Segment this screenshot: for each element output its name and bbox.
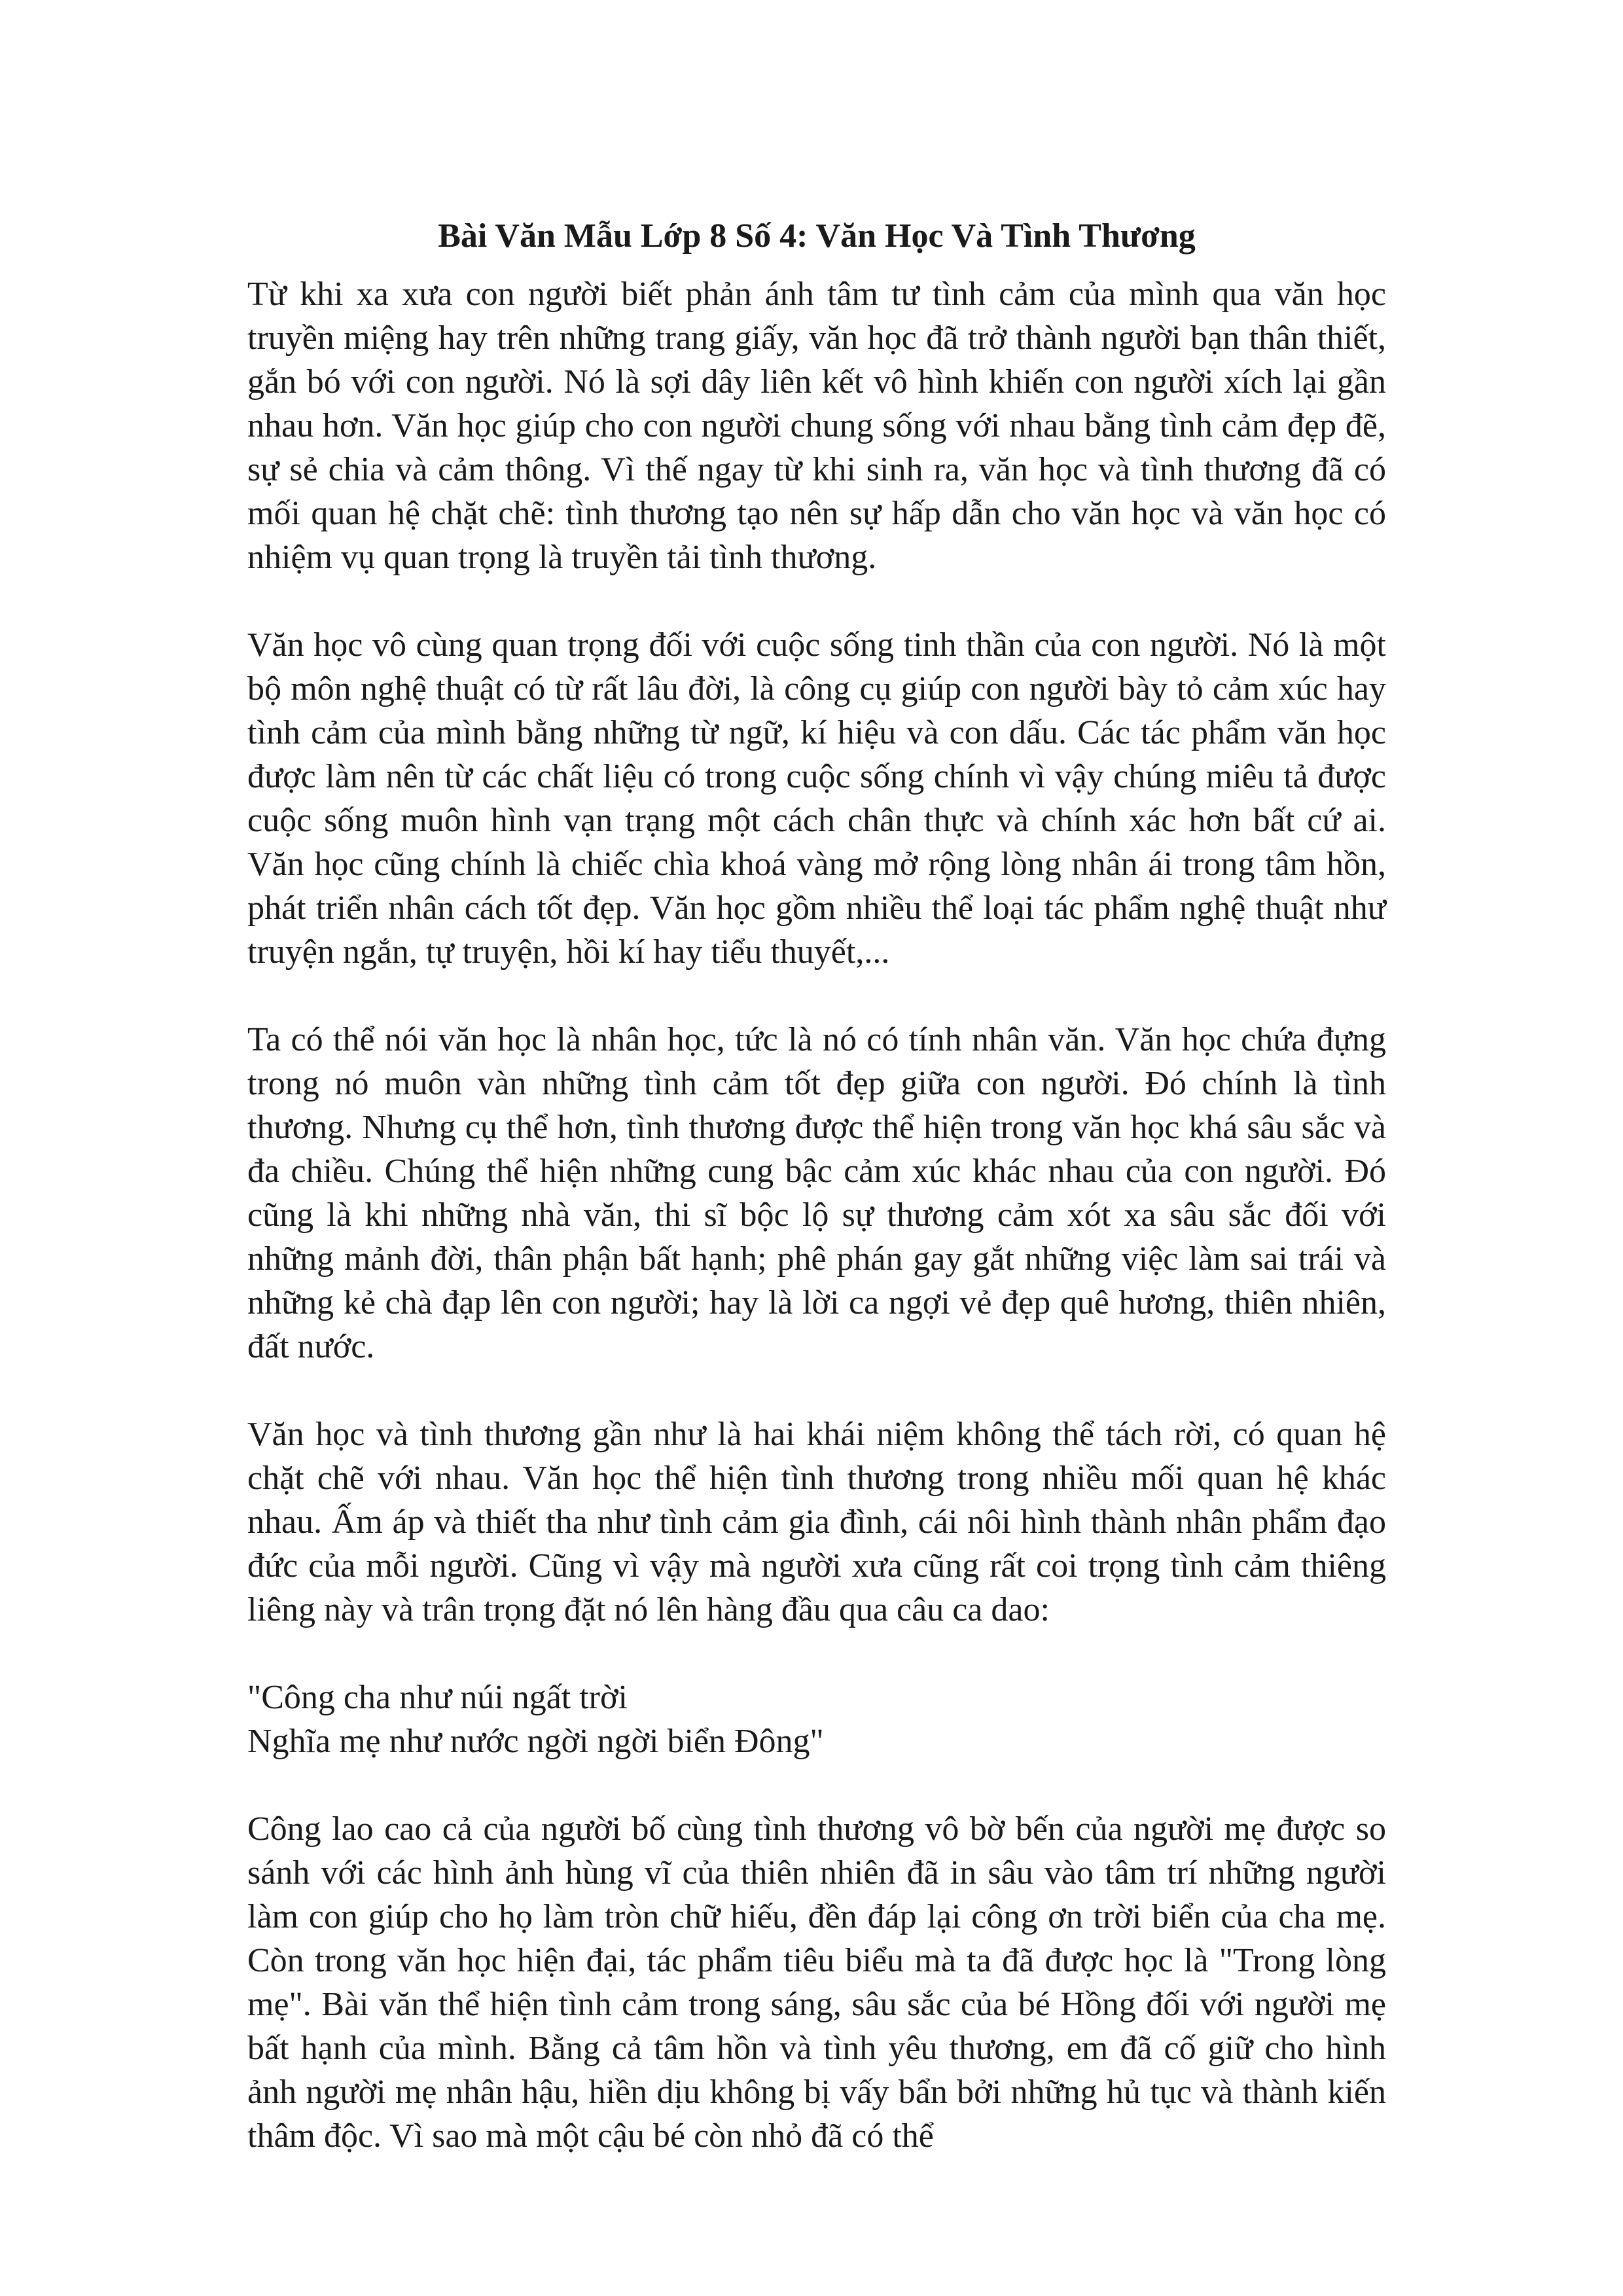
paragraph-2: Văn học vô cùng quan trọng đối với cuộc sống tinh thần của con người. Nó là một bộ môn nghệ thuật có từ rất lâu đời, là công cụ giúp con người bày tỏ cảm xúc hay tình cảm của mình bằng những từ ngữ, kí hiệu và con dấu. Các tác phẩm văn học được làm nên từ các chất liệu có trong cuộc sống chính vì vậy chúng miêu tả được cuộc sống muôn hình vạn trạng một cách chân thực và chính xác hơn bất cứ ai. Văn học cũng chính là chiếc chìa khoá vàng mở rộng lòng nhân ái trong tâm hồn, phát triển nhân cách tốt đẹp. Văn học gồm nhiều thể loại tác phẩm nghệ thuật như truyện ngắn, tự truyện, hồi kí hay tiểu thuyết,...: [247, 626, 1386, 971]
paragraph-1: Từ khi xa xưa con người biết phản ánh tâm tư tình cảm của mình qua văn học truyền miệng hay trên những trang giấy, văn học đã trở thành người bạn thân thiết, gắn bó với con người. Nó là sợi dây liên kết vô hình khiến con người xích lại gần nhau hơn. Văn học giúp cho con người chung sống với nhau bằng tình cảm đẹp đẽ, sự sẻ chia và cảm thông. Vì thế ngay từ khi sinh ra, văn học và tình thương đã có mối quan hệ chặt chẽ: tình thương tạo nên sự hấp dẫn cho văn học và văn học có nhiệm vụ quan trọng là truyền tải tình thương.: [247, 276, 1386, 576]
document-title: Bài Văn Mẫu Lớp 8 Số 4: Văn Học Và Tình Thương: [438, 217, 1196, 255]
document-page: [247, 216, 1386, 2158]
paragraph-4: Văn học và tình thương gần như là hai khái niệm không thể tách rời, có quan hệ chặt chẽ với nhau. Văn học thể hiện tình thương trong nhiều mối quan hệ khác nhau. Ấm áp và thiết tha như tình cảm gia đình, cái nôi hình thành nhân phẩm đạo đức của mỗi người. Cũng vì vậy mà người xưa cũng rất coi trọng tình cảm thiêng liêng này và trân trọng đặt nó lên hàng đầu qua câu ca dao:: [247, 1416, 1386, 1628]
folk-verse: [247, 1676, 1386, 1763]
verse-line-2: Nghĩa mẹ như nước ngời ngời biển Đông": [247, 1723, 824, 1760]
verse-line-1: "Công cha như núi ngất trời: [247, 1679, 628, 1716]
paragraph-5: Công lao cao cả của người bố cùng tình thương vô bờ bến của người mẹ được so sánh với các hình ảnh hùng vĩ của thiên nhiên đã in sâu vào tâm trí những người làm con giúp cho họ làm tròn chữ hiếu, đền đáp lại công ơn trời biển của cha mẹ. Còn trong văn học hiện đại, tác phẩm tiêu biểu mà ta đã được học là "Trong lòng mẹ". Bài văn thể hiện tình cảm trong sáng, sâu sắc của bé Hồng đối với người mẹ bất hạnh của mình. Bằng cả tâm hồn và tình yêu thương, em đã cố giữ cho hình ảnh người mẹ nhân hậu, hiền dịu không bị vấy bẩn bởi những hủ tục và thành kiến thâm độc. Vì sao mà một cậu bé còn nhỏ đã có thể: [247, 1810, 1386, 2155]
paragraph-3: Ta có thể nói văn học là nhân học, tức là nó có tính nhân văn. Văn học chứa đựng trong nó muôn vàn những tình cảm tốt đẹp giữa con người. Đó chính là tình thương. Nhưng cụ thể hơn, tình thương được thể hiện trong văn học khá sâu sắc và đa chiều. Chúng thể hiện những cung bậc cảm xúc khác nhau của con người. Đó cũng là khi những nhà văn, thi sĩ bộc lộ sự thương cảm xót xa sâu sắc đối với những mảnh đời, thân phận bất hạnh; phê phán gay gắt những việc làm sai trái và những kẻ chà đạp lên con người; hay là lời ca ngợi vẻ đẹp quê hương, thiên nhiên, đất nước.: [247, 1021, 1386, 1365]
